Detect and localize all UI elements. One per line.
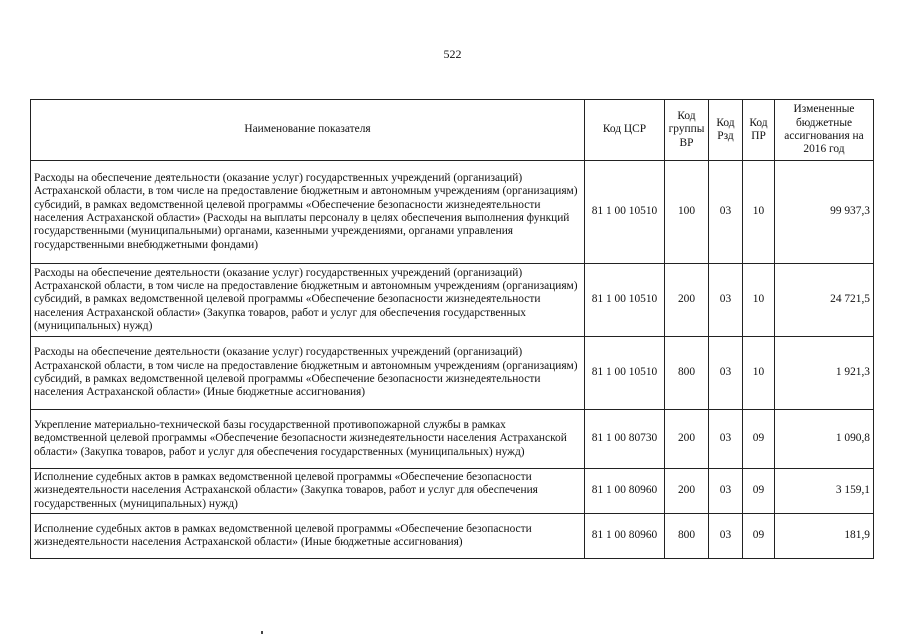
row-rzd: 03 (709, 514, 743, 559)
row-amount: 181,9 (775, 514, 874, 559)
row-amount: 1 921,3 (775, 337, 874, 410)
header-rzd: Код Рзд (709, 100, 743, 161)
row-csr: 81 1 00 80730 (585, 410, 665, 469)
row-vr: 200 (665, 410, 709, 469)
row-rzd: 03 (709, 337, 743, 410)
scan-mark (261, 631, 263, 634)
header-amount: Измененные бюджетные ассигнования на 2016 год (775, 100, 874, 161)
row-vr: 800 (665, 337, 709, 410)
row-name: Исполнение судебных актов в рамках ведомственной целевой программы «Обеспечение безопасности жизнедеятельности населения Астраханской области» (Иные бюджетные ассигнования) (31, 514, 585, 559)
header-pr: Код ПР (743, 100, 775, 161)
row-csr: 81 1 00 10510 (585, 161, 665, 264)
row-pr: 10 (743, 161, 775, 264)
row-csr: 81 1 00 80960 (585, 469, 665, 514)
row-amount: 99 937,3 (775, 161, 874, 264)
row-name: Расходы на обеспечение деятельности (оказание услуг) государственных учреждений (организаций) Астраханской области, в том числе на предоставление бюджетным и автономным учреждениям (организациям) субсидий, в рамках ведомственной целевой программы «Обеспечение безопасности жизнедеятельности населения Астраханской области» (Расходы на выплаты персоналу в целях обеспечения выполнения функций государственными (муниципальными) органами, казенными учреждениями, органами управления государственными внебюджетными фондами) (31, 161, 585, 264)
row-name: Исполнение судебных актов в рамках ведомственной целевой программы «Обеспечение безопасности жизнедеятельности населения Астраханской области» (Закупка товаров, работ и услуг для обеспечения государственных (муниципальных) нужд) (31, 469, 585, 514)
table-row (31, 410, 874, 469)
row-csr: 81 1 00 10510 (585, 337, 665, 410)
row-csr: 81 1 00 80960 (585, 514, 665, 559)
row-vr: 100 (665, 161, 709, 264)
row-pr: 09 (743, 514, 775, 559)
row-amount: 3 159,1 (775, 469, 874, 514)
budget-table (30, 99, 874, 559)
row-vr: 800 (665, 514, 709, 559)
table-row (31, 264, 874, 337)
row-name: Расходы на обеспечение деятельности (оказание услуг) государственных учреждений (организаций) Астраханской области, в том числе на предоставление бюджетным и автономным учреждениям (организациям) субсидий, в рамках ведомственной целевой программы «Обеспечение безопасности жизнедеятельности населения Астраханской области» (Закупка товаров, работ и услуг для обеспечения государственных (муниципальных) нужд) (31, 264, 585, 337)
row-name: Укрепление материально-технической базы государственной противопожарной службы в рамках ведомственной целевой программы «Обеспечение безопасности жизнедеятельности населения Астраханской области» (Закупка товаров, работ и услуг для обеспечения государственных (муниципальных) нужд) (31, 410, 585, 469)
row-vr: 200 (665, 264, 709, 337)
row-amount: 24 721,5 (775, 264, 874, 337)
row-rzd: 03 (709, 264, 743, 337)
row-pr: 09 (743, 410, 775, 469)
page-number: 522 (443, 47, 462, 61)
row-rzd: 03 (709, 161, 743, 264)
table-row (31, 337, 874, 410)
table-row (31, 469, 874, 514)
row-pr: 10 (743, 264, 775, 337)
row-csr: 81 1 00 10510 (585, 264, 665, 337)
row-pr: 09 (743, 469, 775, 514)
header-vr: Код группы ВР (665, 100, 709, 161)
row-rzd: 03 (709, 469, 743, 514)
header-name: Наименование показателя (31, 100, 585, 161)
row-name: Расходы на обеспечение деятельности (оказание услуг) государственных учреждений (организаций) Астраханской области, в том числе на предоставление бюджетным и автономным учреждениям (организациям) субсидий, в рамках ведомственной целевой программы «Обеспечение безопасности жизнедеятельности населения Астраханской области» (Иные бюджетные ассигнования) (31, 337, 585, 410)
table-header-row (31, 100, 874, 161)
header-csr: Код ЦСР (585, 100, 665, 161)
row-amount: 1 090,8 (775, 410, 874, 469)
row-rzd: 03 (709, 410, 743, 469)
table-row (31, 514, 874, 559)
row-vr: 200 (665, 469, 709, 514)
row-pr: 10 (743, 337, 775, 410)
table-row (31, 161, 874, 264)
